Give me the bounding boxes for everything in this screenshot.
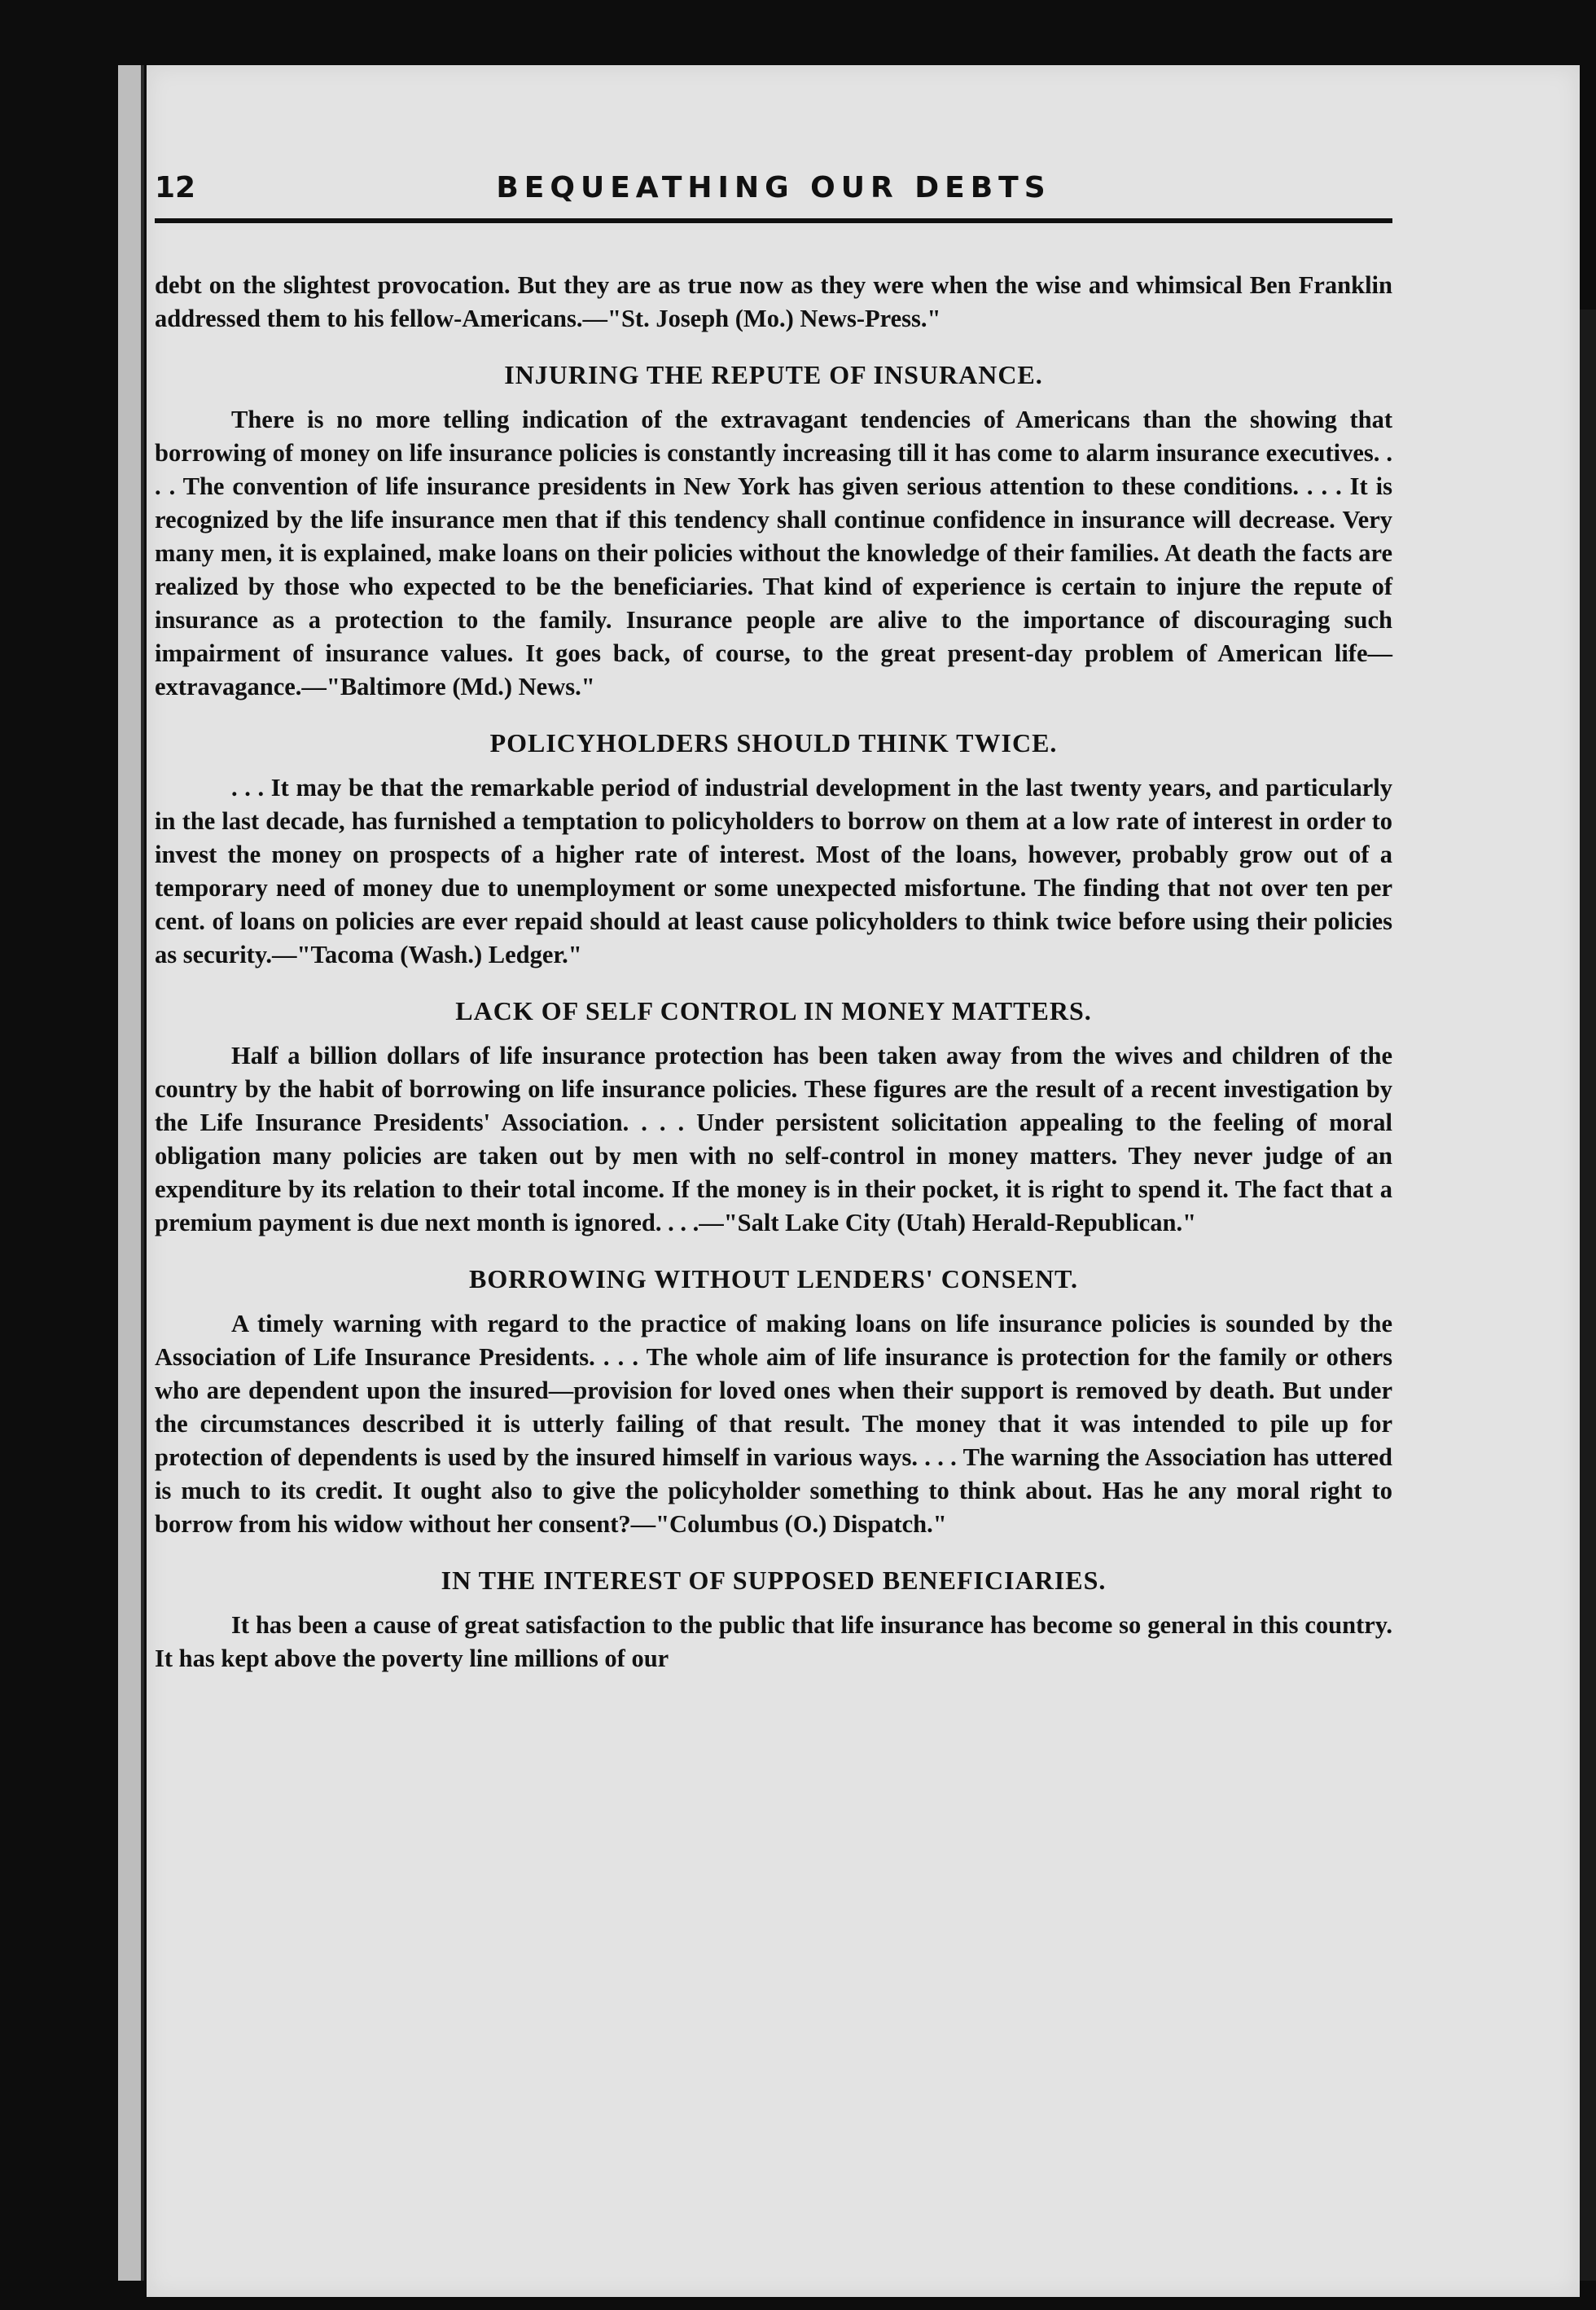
article-body: [155, 269, 1392, 1675]
running-title: BEQUEATHING OUR DEBTS: [496, 171, 1051, 204]
continued-paragraph: debt on the slightest provocation. But they are as true now as they were when the wise and whimsical Ben Franklin addressed them to his fellow-Americans.—"St. Joseph (Mo.) News-Press.": [155, 271, 1392, 332]
header-rule: [155, 218, 1392, 223]
scan-left-edge: [118, 65, 144, 2281]
section-paragraph: . . . It may be that the remarkable period of industrial development in the last twenty years, and particularly in the last decade, has furnished a temptation to policyholders to borrow on them at a low rate of interest in order to invest the money on prospects of a higher rate of interest. Most of the loans, however, probably grow out of a temporary need of money due to unemployment or some unexpected misfortune. The finding that not over ten per cent. of loans on policies are ever repaid should at least cause policyholders to think twice before using their policies as security.—"Tacoma (Wash.) Ledger.": [155, 774, 1392, 968]
page-header: [155, 171, 1392, 220]
section-paragraph: A timely warning with regard to the practice of making loans on life insurance policies is sounded by the Association of Life Insurance Presidents. . . . The whole aim of life insurance is protection for the family or others who are dependent upon the insured—provision for loved ones when their support is removed by death. But under the circumstances described it is utterly failing of that result. The money that it was intended to pile up for protection of dependents is used by the insured himself in various ways. . . . The warning the Association has uttered is much to its credit. It ought also to give the policyholder something to think about. Has he any moral right to borrow from his widow without her consent?—"Columbus (O.) Dispatch.": [155, 1310, 1392, 1538]
section-paragraph: It has been a cause of great satisfaction to the public that life insurance has become so general in this country. It has kept above the poverty line millions of our: [155, 1611, 1392, 1672]
scan-right-edge: [1580, 310, 1596, 2281]
section-heading: POLICYHOLDERS SHOULD THINK TWICE.: [489, 728, 1058, 758]
section-paragraph: Half a billion dollars of life insurance protection has been taken away from the wives and children of the country by the habit of borrowing on life insurance policies. These figures are the result of a recent investigation by the Life Insurance Presidents' Association. . . . Under persistent solicitation appealing to the feeling of moral obligation many policies are taken out by men with no self-control in money matters. They never judge of an expenditure by its relation to their total income. If the money is in their pocket, it is right to spend it. The fact that a premium payment is due next month is ignored. . . .—"Salt Lake City (Utah) Herald-Republican.": [155, 1042, 1392, 1236]
section-heading: IN THE INTEREST OF SUPPOSED BENEFICIARIES.: [441, 1566, 1107, 1595]
section-heading: BORROWING WITHOUT LENDERS' CONSENT.: [468, 1264, 1079, 1293]
page-number: 12: [155, 171, 196, 204]
section-heading: INJURING THE REPUTE OF INSURANCE.: [504, 360, 1043, 389]
section-heading: LACK OF SELF CONTROL IN MONEY MATTERS.: [455, 996, 1092, 1025]
section-paragraph: There is no more telling indication of the extravagant tendencies of Americans than the showing that borrowing of money on life insurance policies is constantly increasing till it has come to alarm insurance executives. . . . The convention of life insurance presidents in New York has given serious attention to these conditions. . . . It is recognized by the life insurance men that if this tendency shall continue confidence in insurance will decrease. Very many men, it is explained, make loans on their policies without the knowledge of their families. At death the facts are realized by those who expected to be the beneficiaries. That kind of experience is certain to injure the repute of insurance as a protection to the family. Insurance people are alive to the importance of discouraging such impairment of insurance values. It goes back, of course, to the great present-day problem of American life—extravagance.—"Baltimore (Md.) News.": [155, 406, 1392, 700]
